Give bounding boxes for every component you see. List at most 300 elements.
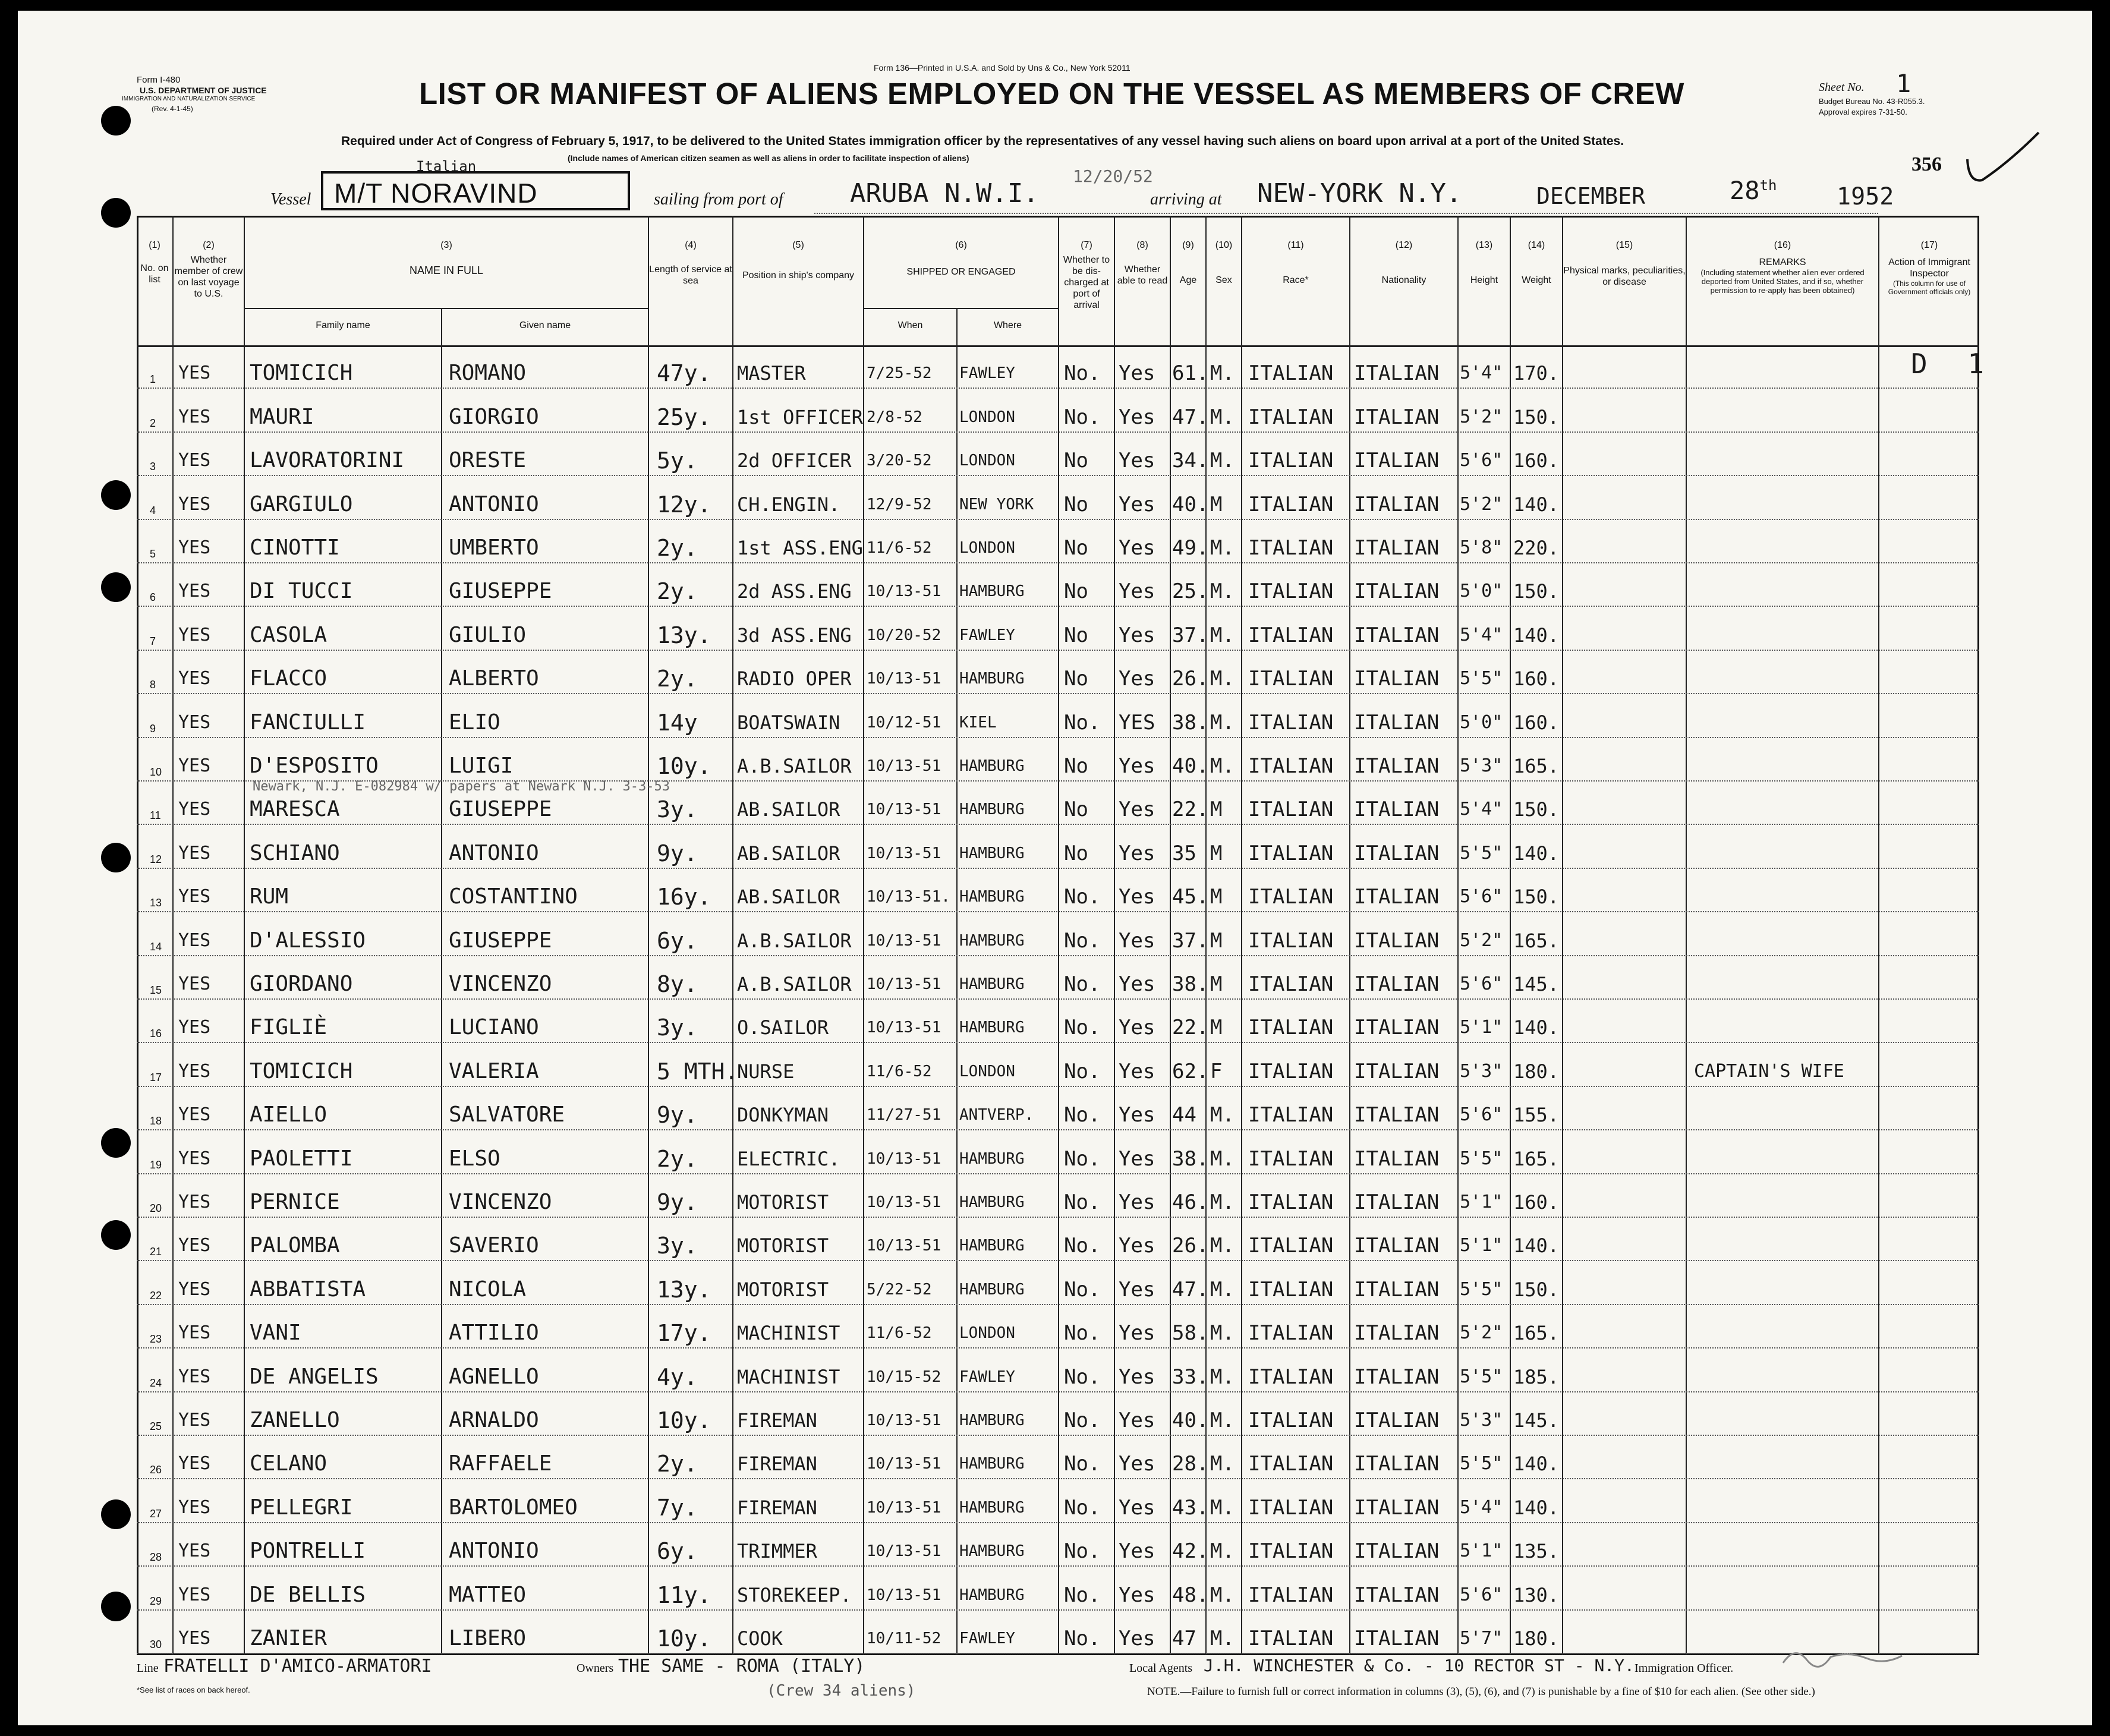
cell-given: ELIO — [449, 710, 500, 735]
cell-position: MOTORIST — [737, 1190, 829, 1214]
col-title: Position in ship's company — [742, 270, 855, 281]
cell-age: 38. — [1172, 972, 1209, 996]
cell-race: ITALIAN — [1248, 754, 1334, 778]
revision: (Rev. 4-1-45) — [152, 105, 193, 113]
cell-disch: No. — [1064, 1234, 1101, 1258]
cell-race: ITALIAN — [1248, 1321, 1334, 1346]
col-title: Age — [1179, 275, 1197, 285]
cell-service: 13y. — [657, 622, 711, 648]
cell-nat: ITALIAN — [1354, 885, 1440, 909]
cell-nat: ITALIAN — [1354, 1583, 1440, 1607]
cell-disch: No. — [1064, 1146, 1101, 1171]
cell-age: 47 — [1172, 1626, 1196, 1650]
cell-family: GARGIULO — [250, 492, 353, 516]
cell-disch: No. — [1064, 1016, 1101, 1040]
cell-sex: M. — [1210, 1365, 1234, 1389]
cell-sex: M. — [1210, 1583, 1234, 1607]
officer-signature — [1777, 1639, 1908, 1675]
page-number: 356 — [1911, 153, 1942, 175]
cell-where: HAMBURG — [959, 1280, 1025, 1299]
cell-member: YES — [178, 537, 211, 558]
cell-when: 10/12-51 — [867, 713, 941, 732]
cell-nat: ITALIAN — [1354, 579, 1440, 604]
cell-where: HAMBURG — [959, 1498, 1025, 1517]
cell-disch: No. — [1064, 972, 1101, 996]
cell-nat: ITALIAN — [1354, 972, 1440, 996]
cell-race: ITALIAN — [1248, 579, 1334, 604]
cell-position: AB.SAILOR — [737, 886, 840, 909]
cell-nat: ITALIAN — [1354, 1016, 1440, 1040]
cell-given: ATTILIO — [449, 1321, 539, 1346]
cell-member: YES — [178, 406, 211, 427]
cell-when: 10/13-51 — [867, 1193, 941, 1211]
col-title: Whether able to read — [1117, 264, 1168, 286]
cell-weight: 140. — [1513, 1453, 1560, 1476]
cell-weight: 140. — [1513, 1016, 1560, 1039]
cell-age: 38. — [1172, 1146, 1209, 1171]
cell-nat: ITALIAN — [1354, 492, 1440, 516]
arrival-day-number: 28 — [1730, 176, 1760, 205]
cell-sex: M. — [1210, 1539, 1234, 1564]
cell-member: YES — [178, 450, 211, 471]
cell-position: 3d ASS.ENG — [737, 623, 852, 647]
cell-when: 11/6-52 — [867, 1324, 932, 1343]
cell-where: LONDON — [959, 452, 1015, 470]
cell-race: ITALIAN — [1248, 449, 1334, 473]
departure-port: ARUBA N.W.I. — [850, 178, 1039, 209]
cell-disch: No. — [1064, 405, 1101, 429]
crew-row — [137, 1174, 1979, 1218]
cell-position: BOATSWAIN — [737, 711, 840, 734]
cell-age: 26. — [1172, 1234, 1209, 1258]
cell-position: A.B.SAILOR — [737, 972, 852, 995]
punch-hole — [101, 198, 131, 228]
cell-race: ITALIAN — [1248, 667, 1334, 691]
cell-when: 10/13-51 — [867, 1149, 941, 1168]
row-number: 17 — [150, 1071, 162, 1083]
line-label: Line — [137, 1662, 159, 1675]
cell-disch: No. — [1064, 928, 1101, 953]
cell-where: FAWLEY — [959, 1368, 1015, 1386]
cell-read: Yes — [1119, 1626, 1155, 1650]
cell-disch: No. — [1064, 710, 1101, 735]
cell-read: Yes — [1119, 1539, 1155, 1564]
cell-position: RADIO OPER — [737, 667, 852, 691]
sheet-number: 1 — [1896, 69, 1911, 98]
cell-nat: ITALIAN — [1354, 754, 1440, 778]
crew-row — [137, 1349, 1979, 1392]
cell-height: 5'6" — [1460, 1584, 1503, 1605]
cell-weight: 150. — [1513, 405, 1560, 429]
cell-member: YES — [178, 1453, 211, 1475]
col-index: (1) — [149, 240, 160, 250]
cell-given: LIBERO — [449, 1625, 527, 1650]
cell-service: 6y. — [657, 1538, 698, 1565]
cell-disch: No — [1064, 579, 1088, 604]
cell-position: A.B.SAILOR — [737, 929, 852, 952]
cell-nat: ITALIAN — [1354, 1321, 1440, 1346]
row-number: 22 — [150, 1289, 162, 1302]
cell-disch: No — [1064, 667, 1088, 691]
owners-label: Owners — [577, 1662, 614, 1675]
row-number: 15 — [150, 984, 162, 996]
cell-height: 5'6" — [1460, 886, 1503, 908]
col-title: Whether to be dis-charged at port of arrival — [1063, 255, 1110, 310]
cell-disch: No. — [1064, 1452, 1101, 1476]
col-remarks-header — [1687, 240, 1878, 295]
cell-read: Yes — [1119, 449, 1155, 473]
cell-when: 10/13-51 — [867, 975, 941, 993]
cell-when: 10/13-51 — [867, 1542, 941, 1561]
col-nationality-header — [1350, 240, 1457, 286]
cell-age: 62. — [1172, 1059, 1209, 1083]
cell-position: TRIMMER — [737, 1540, 817, 1563]
vessel-line-dots — [814, 213, 1878, 214]
cell-service: 9y. — [657, 1102, 698, 1129]
cell-where: HAMBURG — [959, 975, 1025, 993]
arrival-year: 1952 — [1837, 183, 1894, 210]
cell-race: ITALIAN — [1248, 1583, 1334, 1607]
cell-race: ITALIAN — [1248, 1146, 1334, 1171]
row-number: 29 — [150, 1595, 162, 1607]
crew-row — [137, 1261, 1979, 1305]
cell-given: RAFFAELE — [449, 1451, 552, 1476]
cell-family: ABBATISTA — [250, 1277, 366, 1302]
cell-weight: 160. — [1513, 1190, 1560, 1214]
required-note: Required under Act of Congress of February 5, 1917, to be delivered to the United States immigration officer by the representatives of any vessel having such aliens on board upon arrival at a port of the United States. — [341, 134, 1624, 148]
col-discharged-header — [1059, 240, 1114, 311]
cell-given: ANTONIO — [449, 1539, 539, 1564]
cell-sex: M. — [1210, 1146, 1234, 1171]
cell-family: FANCIULLI — [250, 710, 366, 735]
col-no-header — [137, 240, 172, 285]
cell-nat: ITALIAN — [1354, 667, 1440, 691]
cell-height: 5'1" — [1460, 1017, 1503, 1038]
cell-nat: ITALIAN — [1354, 405, 1440, 429]
cell-disch: No. — [1064, 1321, 1101, 1346]
cell-given: UMBERTO — [449, 535, 539, 560]
col-index: (8) — [1136, 240, 1148, 250]
cell-when: 11/6-52 — [867, 1062, 932, 1080]
cell-where: FAWLEY — [959, 626, 1015, 644]
cell-race: ITALIAN — [1248, 710, 1334, 735]
cell-weight: 220. — [1513, 536, 1560, 559]
cell-family: FIGLIÈ — [250, 1015, 327, 1040]
cell-member: YES — [178, 1235, 211, 1256]
cell-disch: No — [1064, 841, 1088, 865]
cell-age: 48. — [1172, 1583, 1209, 1607]
col-read-header — [1115, 240, 1170, 286]
cell-member: YES — [178, 1017, 211, 1038]
crew-row — [137, 1305, 1979, 1349]
cell-read: Yes — [1119, 1452, 1155, 1476]
form-number: Form I-480 — [137, 75, 181, 85]
where-header: Where — [993, 320, 1022, 330]
cell-where: LONDON — [959, 538, 1015, 557]
cell-weight: 140. — [1513, 493, 1560, 516]
punch-hole — [101, 1128, 131, 1158]
cell-position: DONKYMAN — [737, 1104, 829, 1127]
col-index: (5) — [792, 240, 804, 250]
cell-race: ITALIAN — [1248, 492, 1334, 516]
cell-height: 5'4" — [1460, 363, 1503, 384]
cell-height: 5'1" — [1460, 1235, 1503, 1256]
cell-service: 9y. — [657, 1189, 698, 1215]
col-action-header — [1879, 240, 1979, 296]
cell-age: 47. — [1172, 1277, 1209, 1302]
cell-member: YES — [178, 842, 211, 864]
cell-when: 10/13-51 — [867, 1455, 941, 1473]
cell-service: 5y. — [657, 448, 698, 474]
cell-disch: No. — [1064, 361, 1101, 386]
crew-row — [137, 1087, 1979, 1130]
cell-member: YES — [178, 1627, 211, 1649]
cell-family: PALOMBA — [250, 1233, 340, 1258]
cell-position: COOK — [737, 1627, 783, 1650]
col-index: (2) — [203, 240, 215, 250]
row-number: 2 — [150, 417, 156, 429]
cell-race: ITALIAN — [1248, 1190, 1334, 1214]
cell-weight: 145. — [1513, 1409, 1560, 1432]
col-sex-header — [1207, 240, 1241, 286]
cell-position: MASTER — [737, 362, 806, 385]
cell-member: YES — [178, 1496, 211, 1518]
cell-member: YES — [178, 624, 211, 645]
cell-service: 4y. — [657, 1363, 698, 1390]
cell-read: Yes — [1119, 535, 1155, 560]
col-title: Sex — [1215, 275, 1232, 285]
cell-family: MAURI — [250, 404, 314, 429]
cell-weight: 170. — [1513, 362, 1560, 385]
col-age-header — [1171, 240, 1205, 286]
cell-when: 10/13-51 — [867, 931, 941, 950]
cell-race: ITALIAN — [1248, 972, 1334, 996]
cell-sex: M — [1210, 492, 1223, 516]
cell-where: HAMBURG — [959, 1149, 1025, 1168]
cell-where: HAMBURG — [959, 931, 1025, 950]
cell-disch: No. — [1064, 1539, 1101, 1564]
cell-service: 5 MTH. — [657, 1058, 739, 1085]
cell-service: 14y — [657, 709, 698, 736]
cell-nat: ITALIAN — [1354, 623, 1440, 647]
cell-given: VINCENZO — [449, 971, 552, 996]
arrival-port: NEW-YORK N.Y. — [1257, 178, 1462, 209]
check-mark — [1961, 127, 2045, 192]
cell-sex: M. — [1210, 754, 1234, 778]
crew-row — [137, 345, 1979, 389]
cell-when: 10/13-51 — [867, 1498, 941, 1517]
cell-where: HAMBURG — [959, 888, 1025, 906]
cell-where: KIEL — [959, 713, 997, 732]
arrival-month: DECEMBER — [1536, 183, 1646, 209]
cell-family: MARESCA — [250, 797, 340, 822]
cell-when: 11/6-52 — [867, 538, 932, 557]
cell-position: 2d ASS.ENG — [737, 580, 852, 603]
cell-race: ITALIAN — [1248, 841, 1334, 865]
cell-when: 7/25-52 — [867, 364, 932, 383]
col-index: (11) — [1287, 240, 1304, 250]
row-number: 13 — [150, 897, 162, 909]
cell-member: YES — [178, 799, 211, 820]
cell-position: FIREMAN — [737, 1496, 817, 1519]
cell-nat: ITALIAN — [1354, 928, 1440, 953]
cell-when: 2/8-52 — [867, 408, 922, 426]
cell-when: 10/13-51 — [867, 670, 941, 688]
cell-when: 10/15-52 — [867, 1368, 941, 1386]
cell-disch: No — [1064, 754, 1088, 778]
cell-race: ITALIAN — [1248, 623, 1334, 647]
cell-weight: 160. — [1513, 711, 1560, 734]
cell-disch: No. — [1064, 1059, 1101, 1083]
cell-weight: 165. — [1513, 929, 1560, 952]
cell-disch: No. — [1064, 1103, 1101, 1127]
cell-race: ITALIAN — [1248, 1277, 1334, 1302]
punch-hole — [101, 1499, 131, 1529]
cell-nat: ITALIAN — [1354, 1539, 1440, 1564]
cell-age: 43. — [1172, 1495, 1209, 1520]
cell-position: ELECTRIC. — [737, 1147, 840, 1170]
cell-race: ITALIAN — [1248, 885, 1334, 909]
cell-service: 2y. — [657, 578, 698, 605]
col-title: Race* — [1283, 275, 1309, 285]
cell-position: 1st ASS.ENG — [737, 536, 863, 559]
cell-read: Yes — [1119, 405, 1155, 429]
cell-nat: ITALIAN — [1354, 798, 1440, 822]
cell-sex: M. — [1210, 1234, 1234, 1258]
cell-read: Yes — [1119, 798, 1155, 822]
cell-height: 5'6" — [1460, 450, 1503, 471]
cell-race: ITALIAN — [1248, 798, 1334, 822]
col-index: (9) — [1182, 240, 1194, 250]
cell-age: 46. — [1172, 1190, 1209, 1214]
col-index: (6) — [955, 240, 967, 250]
col-position-header — [733, 240, 863, 281]
cell-age: 28. — [1172, 1452, 1209, 1476]
arrival-day — [1730, 176, 1777, 205]
arriving-label: arriving at — [1150, 190, 1222, 209]
cell-nat: ITALIAN — [1354, 1277, 1440, 1302]
cell-read: Yes — [1119, 1583, 1155, 1607]
cell-member: YES — [178, 668, 211, 689]
cell-race: ITALIAN — [1248, 1539, 1334, 1564]
cell-family: PAOLETTI — [250, 1146, 353, 1171]
cell-when: 10/13-51. — [867, 888, 950, 906]
cell-when: 10/13-51 — [867, 1411, 941, 1429]
row-number: 28 — [150, 1551, 162, 1564]
cell-when: 10/13-51 — [867, 1019, 941, 1037]
col-name-header — [245, 240, 648, 276]
cell-where: HAMBURG — [959, 1455, 1025, 1473]
row-number: 1 — [150, 373, 156, 386]
cell-service: 47y. — [657, 360, 711, 387]
cell-sex: M. — [1210, 1626, 1234, 1650]
row-number: 23 — [150, 1333, 162, 1346]
when-header: When — [897, 320, 923, 330]
cell-member: YES — [178, 1584, 211, 1605]
cell-disch: No. — [1064, 1190, 1101, 1214]
cell-given: ORESTE — [449, 448, 527, 473]
col-index: (4) — [685, 240, 697, 250]
col-index: (13) — [1475, 240, 1493, 250]
cell-given: GIORGIO — [449, 404, 539, 429]
cell-age: 25. — [1172, 579, 1209, 604]
cell-disch: No. — [1064, 1583, 1101, 1607]
cell-given: BARTOLOMEO — [449, 1495, 578, 1520]
cell-member: YES — [178, 1409, 211, 1431]
col-subtitle: (This column for use of Government officials only) — [1888, 279, 1971, 296]
approval-expires: Approval expires 7-31-50. — [1819, 108, 1907, 116]
cell-position: MACHINIST — [737, 1322, 840, 1345]
family-name-header: Family name — [316, 320, 370, 330]
cell-nat: ITALIAN — [1354, 1103, 1440, 1127]
col-title: Nationality — [1381, 275, 1426, 285]
crew-row — [137, 869, 1979, 912]
cell-weight: 140. — [1513, 1234, 1560, 1258]
cell-height: 5'1" — [1460, 1540, 1503, 1562]
crew-row — [137, 651, 1979, 694]
races-note: *See list of races on back hereof. — [137, 1685, 250, 1694]
cell-sex: M — [1210, 798, 1223, 822]
row-number: 7 — [150, 635, 156, 647]
cell-given: SAVERIO — [449, 1233, 539, 1258]
cell-where: HAMBURG — [959, 757, 1025, 775]
cell-given: ROMANO — [449, 361, 527, 386]
crew-row — [137, 1567, 1979, 1610]
cell-service: 2y. — [657, 534, 698, 561]
cell-member: YES — [178, 1540, 211, 1562]
cell-nat: ITALIAN — [1354, 1408, 1440, 1432]
col-title: No. on list — [140, 263, 169, 285]
col-index: (16) — [1774, 240, 1791, 250]
cell-family: SCHIANO — [250, 840, 340, 865]
row-divider — [137, 1653, 1979, 1654]
cell-age: 33. — [1172, 1365, 1209, 1389]
cell-where: NEW YORK — [959, 495, 1034, 513]
cell-family: DI TUCCI — [250, 579, 353, 604]
vessel-name-stamp — [321, 171, 630, 210]
cell-member: YES — [178, 711, 211, 733]
cell-height: 5'5" — [1460, 668, 1503, 689]
cell-family: FLACCO — [250, 666, 327, 691]
crew-row — [137, 1218, 1979, 1261]
cell-given: GIUSEPPE — [449, 797, 552, 822]
cell-position: MOTORIST — [737, 1234, 829, 1258]
cell-sex: M. — [1210, 710, 1234, 735]
cell-position: STOREKEEP. — [737, 1583, 852, 1606]
row-number: 16 — [150, 1028, 162, 1040]
penalty-note: NOTE.—Failure to furnish full or correct information in columns (3), (5), (6), and (7) is punishable by a fine of $10 for each alien. (See other side.) — [1147, 1685, 1815, 1698]
cell-service: 8y. — [657, 971, 698, 997]
cell-weight: 130. — [1513, 1583, 1560, 1606]
cell-service: 2y. — [657, 1451, 698, 1477]
cell-given: LUCIANO — [449, 1015, 539, 1040]
cell-service: 11y. — [657, 1581, 711, 1608]
cell-member: YES — [178, 755, 211, 776]
include-note: (Include names of American citizen seamen as well as aliens in order to facilitate inspection of aliens) — [568, 153, 969, 163]
cell-given: GIUSEPPE — [449, 579, 552, 604]
crew-row — [137, 1523, 1979, 1567]
crew-row — [137, 1392, 1979, 1436]
col-index: (17) — [1920, 240, 1938, 250]
cell-read: Yes — [1119, 667, 1155, 691]
cell-disch: No. — [1064, 1408, 1101, 1432]
cell-read: Yes — [1119, 1146, 1155, 1171]
cell-family: GIORDANO — [250, 971, 353, 996]
cell-member: YES — [178, 1366, 211, 1387]
cell-read: Yes — [1119, 1495, 1155, 1520]
cell-weight: 160. — [1513, 667, 1560, 691]
crew-row — [137, 520, 1979, 563]
